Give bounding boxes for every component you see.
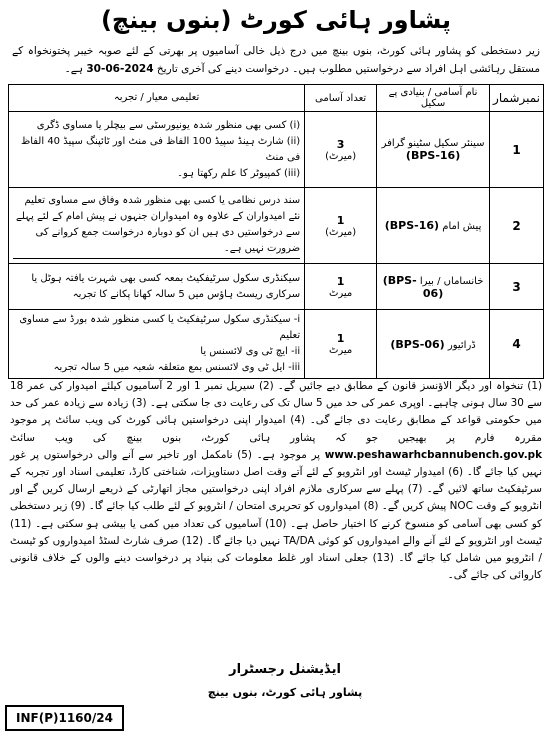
row-post	[377, 188, 490, 264]
note-item: (9) زیر دستخطی کو کسی بھی آسامی کو منسوخ کرنے کا اختیار حاصل ہے۔	[10, 500, 543, 530]
row-qualification	[9, 310, 305, 379]
note-paragraph	[10, 378, 542, 584]
reference-number: INF(P)1160/24	[5, 705, 124, 731]
post-basis: (میرٹ)	[325, 150, 357, 162]
row-serial: 2	[490, 188, 544, 264]
row-count	[305, 112, 377, 188]
post-basis: میرٹ	[328, 345, 353, 356]
post-basis: میرٹ	[328, 287, 353, 299]
post-name: خانساماں / بیرا	[419, 275, 484, 287]
note-item: (13) جعلی اسناد اور غلط معلومات کی بنیاد پر درخواست دینے والوں کے خلاف قانونی کاروائی کی جائے گی۔	[10, 552, 542, 582]
signatory-title: ایڈیشنل رجسٹرار	[229, 662, 341, 677]
post-basis: (میرٹ)	[325, 226, 357, 238]
note-item: (2) سیریل نمبر 1 اور 2 آسامیوں کیلئے امیدوار کی عمر 18 سے 30 سال ہونی چاہیے۔ اوپری عمر کی حد میں 5 سال تک کی رعایت دی جا سکتی ہے۔	[10, 380, 543, 410]
row-serial: 4	[490, 310, 544, 379]
note-item: (5) نامکمل اور تاخیر سے آنے والی درخواستوں پر غور نہیں کیا جائے گا۔	[10, 448, 543, 479]
qualification-line: (i) کسی بھی منظور شدہ یونیورسٹی سے بیچلر یا مساوی ڈگری	[36, 119, 301, 131]
header-qualification: تعلیمی معیار / تجربہ	[9, 85, 305, 112]
terms-and-conditions	[10, 378, 542, 584]
post-name: پیش امام	[442, 221, 482, 232]
note-item: (11) ٹیسٹ اور انٹرویو کے لئے آنے والے امیدواروں کو کوئی TA/DA نہیں دیا جائے گا۔	[10, 517, 542, 547]
row-post	[377, 310, 490, 379]
qualification-line: ii- ایچ ٹی وی لائسنس یا	[200, 346, 301, 357]
post-count: 3	[336, 137, 345, 151]
qualification-line: نئے امیدواران کے علاوہ وہ امیدواران جنہوں نے پیش امام کے لئے پہلے سے درخواستیں دی ہیں ان کو دوبارہ درخواست جمع کروانے کی ضرورت نہیں ہے۔	[13, 209, 300, 259]
court-name: پشاور ہائی کورٹ، بنوں بینچ	[207, 686, 363, 699]
row-post	[377, 112, 490, 188]
qualification-line: iii- ایل ٹی وی لائسنس بمع متعلقہ شعبہ میں 5 سالہ تجربہ	[53, 362, 301, 373]
table-row	[9, 310, 544, 379]
table-row	[9, 188, 544, 264]
row-count	[305, 264, 377, 310]
intro-paragraph	[12, 42, 540, 78]
post-bps: (BPS-16)	[384, 219, 440, 232]
note-item: (6) امیدوار ٹیسٹ اور انٹرویو کے لئے آتے وقت اصل دستاویزات، شناختی کارڈ، تعلیمی اسناد اور تجربہ کے سرٹیفکیٹ ساتھ لائیں گے۔	[10, 466, 542, 496]
note-item: (8) امیدواروں کو تحریری امتحان / انٹرویو کے لئے طلب کیا جائے گا۔	[88, 500, 379, 513]
qualification-line: (ii) شارٹ ہینڈ سپیڈ 100 الفاظ فی منٹ اور ٹائپنگ سپیڈ 40 الفاظ فی منٹ	[20, 135, 301, 163]
note-item: (7) پہلے سے سرکاری ملازم افراد اپنی درخواستیں مجاز اتھارٹی کے ذریعے ارسال کریں گے اور انٹرویو کے وقت NOC پیش کریں گے۔	[10, 483, 542, 513]
table-header-row	[9, 85, 544, 112]
row-qualification	[9, 188, 305, 264]
qualification-line: i- سیکنڈری سکول سرٹیفکیٹ یا کسی منظور شدہ بورڈ سے مساوی تعلیم	[19, 314, 301, 341]
row-serial: 3	[490, 264, 544, 310]
post-count: 1	[336, 213, 345, 227]
intro-text: زیر دستخطی کو پشاور ہائی کورٹ، بنوں بینچ میں درج ذیل خالی آسامیوں پر بھرتی کے لئے صوبہ خیبر پختونخواہ کے مستقل رہائشی اہل افراد سے درخواستیں مطلوب ہیں۔ درخواست دینے کی آخری تاریخ	[12, 45, 540, 75]
post-name: سینئر سکیل سٹینو گرافر	[381, 137, 485, 149]
post-bps: (BPS-16)	[405, 148, 461, 162]
row-serial: 1	[490, 112, 544, 188]
post-name: ڈرائیور	[447, 339, 476, 351]
qualification-line: (iii) کمپیوٹر کا علم رکھتا ہو۔	[177, 167, 301, 179]
note-item: (10) آسامیوں کی تعداد میں کمی یا بیشی ہو سکتی ہے۔	[35, 517, 287, 530]
table-row	[9, 112, 544, 188]
note-item: پر موجود ہے۔	[256, 448, 321, 461]
row-qualification	[9, 112, 305, 188]
last-date: 30-06-2024	[86, 63, 154, 75]
row-count	[305, 310, 377, 379]
row-post	[377, 264, 490, 310]
header-count: تعداد آسامی	[305, 85, 377, 112]
post-count: 1	[336, 274, 345, 288]
qualification-line: سند درس نظامی یا کسی بھی منظور شدہ وفاق سے مساوی تعلیم	[24, 194, 301, 206]
website-link[interactable]: www.peshawarhcbannubench.gov.pk	[324, 448, 542, 461]
post-bps: (BPS-06)	[382, 273, 444, 300]
note-item: (1) تنخواہ اور دیگر الاؤنسز قانون کے مطابق دیے جائیں گے۔	[277, 380, 543, 392]
post-count: 1	[336, 332, 345, 345]
post-bps: (BPS-06)	[390, 337, 445, 351]
page-title: پشاور ہائی کورٹ (بنوں بینچ)	[100, 6, 452, 34]
note-item: (3) زیادہ سے زیادہ عمر کی حد میں حکومتی قواعد کے مطابق رعایت دی جائے گی۔	[10, 397, 542, 427]
posts-table	[8, 84, 544, 379]
header-serial: نمبرشمار	[490, 85, 544, 112]
note-item: (4) امیدوار اپنی درخواستیں ہائی کورٹ کی ویب سائٹ پر موجود مقررہ فارم پر بھیجیں جو کہ پشاور ہائی کورٹ، بنوں بینچ کی ویب سائٹ	[10, 414, 542, 444]
row-qualification	[9, 264, 305, 310]
row-count	[305, 188, 377, 264]
intro-suffix: ہے۔	[64, 63, 84, 75]
note-item: (12) صرف شارٹ لسٹڈ امیدواروں کو ٹیسٹ / انٹرویو میں شامل کیا جائے گا۔	[10, 534, 542, 565]
header-post: نام آسامی / بنیادی پے سکیل	[377, 85, 490, 112]
table-row	[9, 264, 544, 310]
qualification-line: سیکنڈری سکول سرٹیفکیٹ بمعہ کسی بھی شہرت یافتہ ہوٹل یا سرکاری ریسٹ ہاؤس میں 5 سالہ کھانا پکانے کا تجربہ	[31, 272, 301, 300]
